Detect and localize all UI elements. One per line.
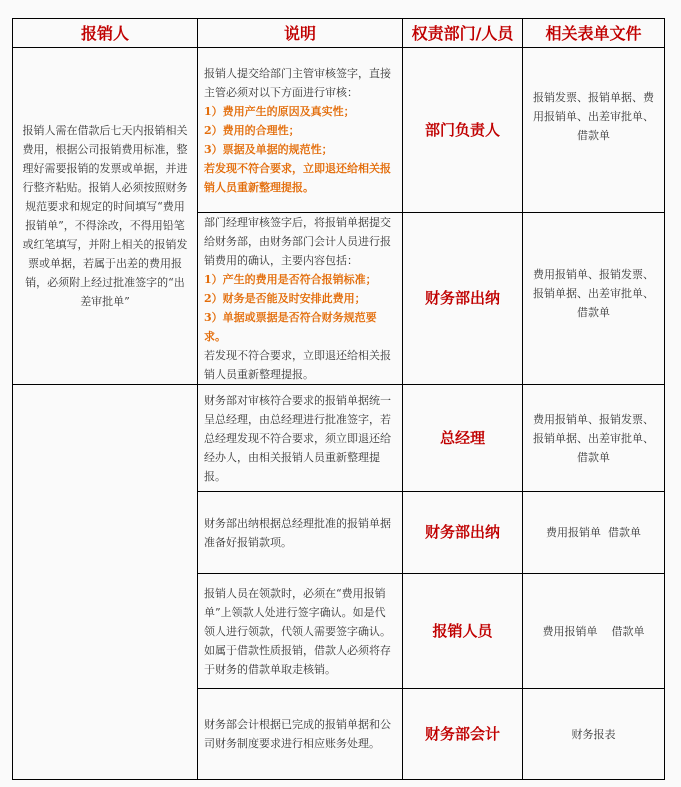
responsible-role: 财务部会计 [403, 689, 523, 780]
description-cell [198, 385, 403, 492]
related-forms: 报销发票、报销单据、费用报销单、出差审批单、借款单 [523, 48, 665, 213]
related-forms: 费用报销单、报销发票、报销单据、出差审批单、借款单 [523, 385, 665, 492]
header-department: 权责部门/人员 [403, 19, 523, 48]
claimant-empty-cell [13, 385, 198, 780]
highlighted-text: 1）产生的费用是否符合报销标准； [204, 273, 377, 286]
highlighted-text: 2）费用的合理性； [204, 123, 300, 137]
description-cell [198, 213, 403, 385]
highlighted-text: 若发现不符合要求，立即退还给相关报销人员重新整理提报。 [204, 161, 391, 194]
description-text: 报销人提交给部门主管审核签字，直接主管必须对以下方面进行审核： [204, 66, 391, 99]
highlighted-text: 1）费用产生的原因及真实性； [204, 104, 355, 118]
description-cell [198, 492, 403, 574]
related-forms: 费用报销单 借款单 [523, 492, 665, 574]
related-forms: 财务报表 [523, 689, 665, 780]
description-text: 报销人员在领款时，必须在“费用报销单”上领款人处进行签字确认。如是代领人进行领款，代领人需要签字确认。如属于借款性质报销，借款人必须将存于财务的借款单取走核销。 [204, 586, 391, 676]
header-row [13, 19, 665, 48]
description-text: 部门经理审核签字后，将报销单据提交给财务部，由财务部门会计人员进行报销费用的确认，主要内容包括： [204, 216, 391, 267]
reimbursement-process-table [12, 18, 665, 780]
description-text: 若发现不符合要求，立即退还给相关报销人员重新整理提报。 [204, 349, 391, 381]
responsible-role: 部门负责人 [403, 48, 523, 213]
responsible-role: 财务部出纳 [403, 213, 523, 385]
responsible-role: 总经理 [403, 385, 523, 492]
description-text: 财务部会计根据已完成的报销单据和公司财务制度要求进行相应账务处理。 [204, 718, 391, 750]
related-forms: 费用报销单、报销发票、报销单据、出差审批单、借款单 [523, 213, 665, 385]
responsible-role: 报销人员 [403, 574, 523, 689]
highlighted-text: 2）财务是否能及时安排此费用； [204, 292, 366, 305]
header-description: 说明 [198, 19, 403, 48]
table-row [13, 385, 665, 492]
related-forms: 费用报销单 借款单 [523, 574, 665, 689]
responsible-role: 财务部出纳 [403, 492, 523, 574]
description-cell [198, 689, 403, 780]
highlighted-text: 3）票据及单据的规范性； [204, 142, 333, 156]
description-cell [198, 574, 403, 689]
claimant-cell: 报销人需在借款后七天内报销相关费用，根据公司报销费用标准，整理好需要报销的发票或单据，并进行整齐粘贴。报销人必须按照财务规范要求和规定的时间填写“费用报销单”，不得涂改，不得用铅笔或红笔填写，并附上相关的报销发票或单据，若属于出差的费用报销，必须附上经过批准签字的“出差审批单” [13, 48, 198, 385]
highlighted-text: 3）单据或票据是否符合财务规范要求。 [204, 311, 377, 343]
description-text: 财务部出纳根据总经理批准的报销单据准备好报销款项。 [204, 516, 391, 549]
description-cell [198, 48, 403, 213]
table-row [13, 48, 665, 213]
header-forms: 相关表单文件 [523, 19, 665, 48]
description-text: 财务部对审核符合要求的报销单据统一呈总经理，由总经理进行批准签字，若总经理发现不符合要求，须立即退还给经办人，由相关报销人员重新整理提报。 [204, 393, 391, 483]
header-claimant: 报销人 [13, 19, 198, 48]
